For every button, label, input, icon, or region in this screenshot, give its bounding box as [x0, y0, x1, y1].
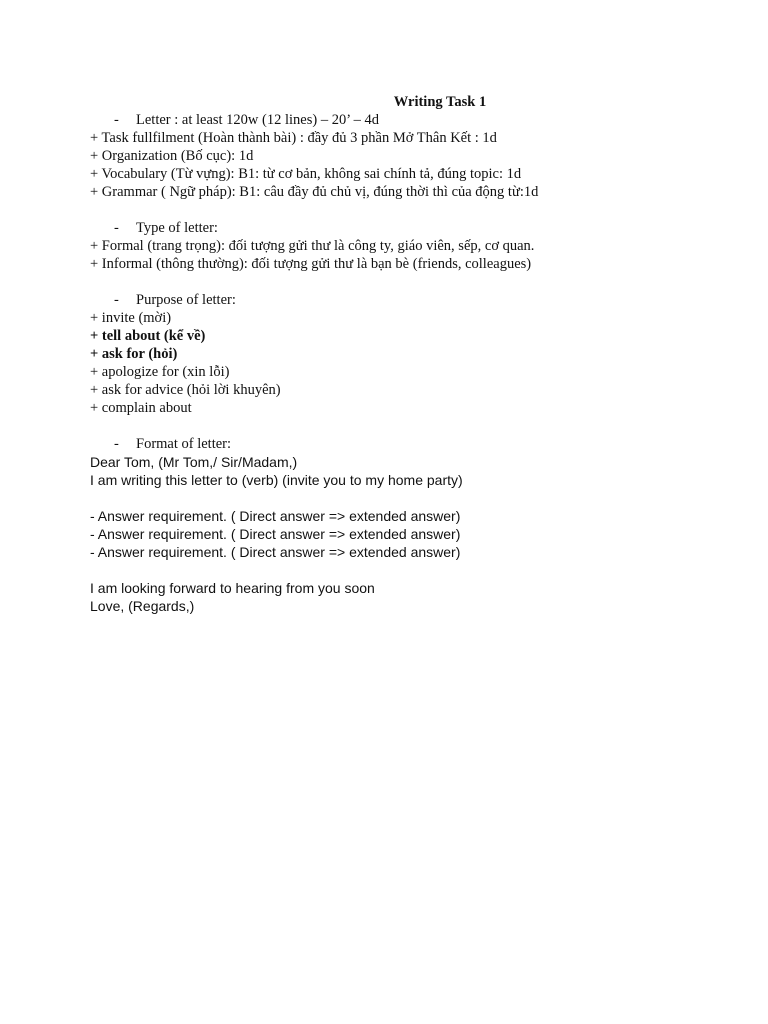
type-informal: + Informal (thông thường): đối tượng gửi thư là bạn bè (friends, colleagues): [90, 256, 532, 272]
heading-text: Format of letter:: [136, 436, 232, 452]
type-of-letter-heading: [90, 219, 710, 237]
letter-signoff: Love, (Regards,): [90, 598, 195, 614]
spacer: [90, 201, 710, 219]
letter-greeting: Dear Tom, (Mr Tom,/ Sir/Madam,): [90, 454, 298, 470]
bullet-dash: -: [114, 436, 119, 452]
purpose-apologize: + apologize for (xin lỗi): [90, 364, 230, 380]
type-formal: + Formal (trang trọng): đối tượng gửi thư là công ty, giáo viên, sếp, cơ quan.: [90, 238, 535, 254]
bullet-dash: -: [114, 292, 119, 308]
criteria-task-fulfilment: + Task fullfilment (Hoàn thành bài) : đầy đủ 3 phần Mở Thân Kết : 1d: [90, 130, 497, 146]
letter-closing: I am looking forward to hearing from you soon: [90, 580, 375, 596]
answer-requirement: - Answer requirement. ( Direct answer => extended answer): [90, 544, 461, 560]
spacer: [90, 489, 710, 507]
document-title: Writing Task 1: [393, 94, 487, 110]
spacer: [90, 273, 710, 291]
purpose-ask-advice: + ask for advice (hỏi lời khuyên): [90, 382, 281, 398]
bullet-dash: -: [114, 220, 119, 236]
criteria-vocabulary: + Vocabulary (Từ vựng): B1: từ cơ bản, không sai chính tả, đúng topic: 1d: [90, 166, 522, 182]
bullet-dash: -: [114, 112, 119, 128]
heading-text: Type of letter:: [136, 220, 218, 236]
purpose-tell-about: + tell about (kể về): [90, 328, 206, 344]
purpose-invite: + invite (mời): [90, 310, 172, 326]
purpose-ask-for: + ask for (hỏi): [90, 346, 178, 362]
answer-requirement: - Answer requirement. ( Direct answer => extended answer): [90, 526, 461, 542]
criteria-organization: + Organization (Bố cục): 1d: [90, 148, 254, 164]
document-content: [90, 93, 710, 615]
answer-requirement: - Answer requirement. ( Direct answer => extended answer): [90, 508, 461, 524]
spacer: [90, 417, 710, 435]
purpose-complain: + complain about: [90, 400, 192, 416]
letter-requirements-heading: [90, 111, 710, 129]
format-of-letter-heading: [90, 435, 710, 453]
purpose-of-letter-heading: [90, 291, 710, 309]
spacer: [90, 561, 710, 579]
letter-opening: I am writing this letter to (verb) (invite you to my home party): [90, 472, 463, 488]
heading-text: Purpose of letter:: [136, 292, 236, 308]
criteria-grammar: + Grammar ( Ngữ pháp): B1: câu đầy đủ chủ vị, đúng thời thì của động từ:1d: [90, 184, 539, 200]
heading-text: Letter : at least 120w (12 lines) – 20’ – 4d: [136, 112, 379, 128]
